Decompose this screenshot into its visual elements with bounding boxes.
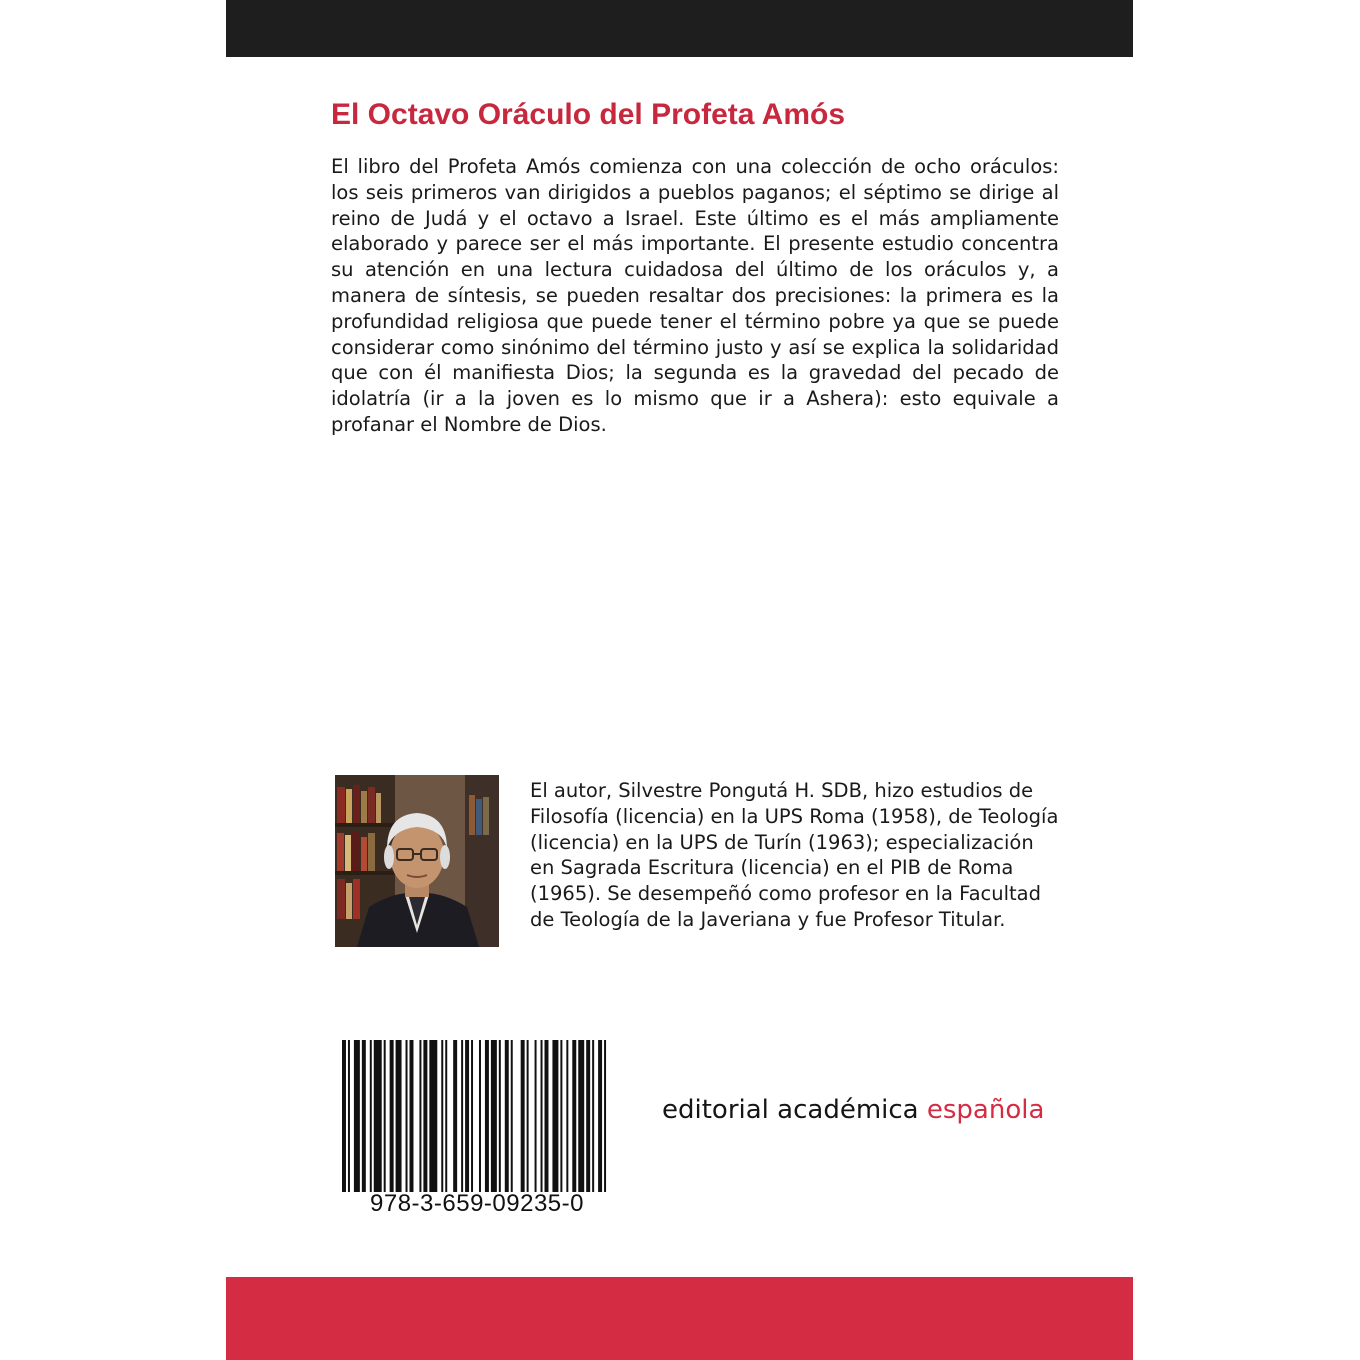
book-title: El Octavo Oráculo del Profeta Amós: [331, 98, 846, 131]
blurb-text: El libro del Profeta Amós comienza con una colección de ocho oráculos: los seis primeros van dirigidos a pueblos paganos; el séptimo se dirige al reino de Judá y el octavo a Israel. Este último es el más ampliamente elaborado y parece ser el más importante. El presente estudio concentra su atención en una lectura cuidadosa del último de los oráculos y, a manera de síntesis, se pueden resaltar dos precisiones: la primera es la profundidad religiosa que puede tener el término pobre ya que se puede considerar como sinónimo del término justo y así se explica la solidaridad que con él manifiesta Dios; la segunda es la gravedad del pecado de idolatría (ir a la joven es lo mismo que ir a Ashera): esto equivale a profanar el Nombre de Dios.: [331, 155, 1059, 436]
book-blurb: [331, 154, 1059, 438]
author-photo: [335, 775, 499, 947]
author-portrait-icon: [335, 775, 499, 947]
publisher-name-accent: española: [926, 1095, 1045, 1125]
bottom-band: [226, 1277, 1133, 1360]
book-back-cover: [226, 0, 1133, 1360]
isbn-number: 978-3-659-09235-0: [370, 1190, 584, 1217]
publisher-name: editorial académica: [662, 1095, 927, 1125]
publisher-logo: [662, 1095, 1044, 1125]
top-band: [226, 0, 1133, 57]
author-bio: El autor, Silvestre Pongutá H. SDB, hizo estudios de Filosofía (licencia) en la UPS Roma (1958), de Teología (licencia) en la UPS de Turín (1963); especialización en Sagrada Escritura (licencia) en el PIB de Roma (1965). Se desempeñó como profesor en la Facultad de Teología de la Javeriana y fue Profesor Titular.: [530, 779, 1059, 931]
barcode-icon: [342, 1040, 612, 1192]
